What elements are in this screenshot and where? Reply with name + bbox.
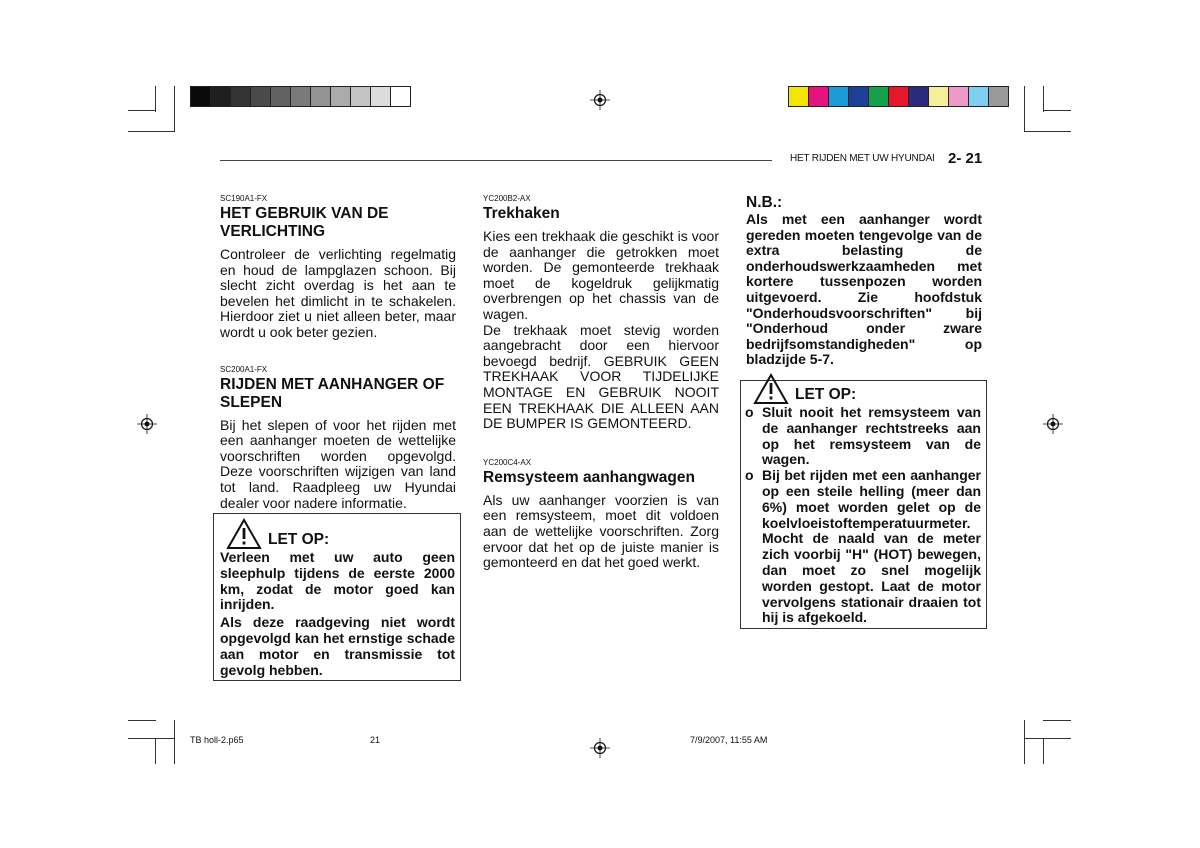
running-header: HET RIJDEN MET UW HYUNDAI — [790, 153, 935, 164]
column-left — [220, 190, 456, 511]
color-swatch — [271, 87, 291, 106]
registration-mark-icon — [590, 90, 610, 110]
list-bullet: o — [745, 467, 754, 484]
warning-header — [214, 514, 460, 550]
color-swatch — [391, 87, 410, 106]
section-title: HET GEBRUIK VAN DE VERLICHTING — [220, 205, 389, 240]
warning-triangle-icon — [226, 518, 262, 550]
warning-triangle-icon — [753, 373, 789, 405]
grayscale-color-bar — [190, 86, 411, 107]
section-title: RIJDEN MET AANHANGER OF SLEPEN — [220, 375, 445, 411]
process-color-bar — [788, 86, 1009, 107]
warning-text: Verleen met uw auto geen sleephulp tijdens de eerste 2000 km, zodat de motor goed kan inrijden. — [220, 549, 455, 613]
warning-label: LET OP: — [795, 386, 857, 403]
color-swatch — [829, 87, 849, 106]
column-middle — [483, 190, 719, 571]
color-swatch — [849, 87, 869, 106]
color-swatch — [889, 87, 909, 106]
section-body: Als uw aanhanger voorzien is van een remsysteem, moet dit voldoen aan de wettelijke voorschriften. Zorg ervoor dat het op de juiste manier is gemonteerd en dat het goed werkt. — [483, 491, 719, 571]
color-swatch — [869, 87, 889, 106]
color-swatch — [929, 87, 949, 106]
warning-list-item — [745, 405, 981, 468]
warning-box — [213, 513, 461, 681]
note-body: Als met een aanhanger wordt gereden moeten tengevolge van de extra belasting de onderhoudswerkzaamheden met kortere tussenpozen worden uitgevoerd. Zie hoofdstuk "Onderhoudsvoorschriften" bij "Onderhoud onder zware bedrijfsomstandigheden" op bladzijde 5-7. — [746, 211, 982, 368]
color-swatch — [371, 87, 391, 106]
color-swatch — [909, 87, 929, 106]
color-swatch — [789, 87, 809, 106]
list-bullet: o — [745, 404, 754, 420]
footer-page: 21 — [370, 735, 381, 745]
column-right — [746, 192, 982, 368]
section-title: Remsysteem aanhangwagen — [483, 468, 695, 486]
warning-list-text: Bij bet rijden met een aanhanger op een steile helling (meer dan 6%) moet worden gelet op de koelvloeistoftemperatuurmeter. Mocht de naald van de meter zich voorbij "H" (HOT) bewegen, dan moet zo snel mogelijk worden gestopt. Laat de motor vervolgens stationair draaien tot hij is afgekoeld. — [762, 467, 981, 626]
warning-list — [741, 405, 986, 628]
footer-filename: TB holl-2.p65 — [190, 735, 244, 745]
color-swatch — [291, 87, 311, 106]
color-swatch — [251, 87, 271, 106]
section-body: De trekhaak moet stevig worden aangebracht door een hiervoor bevoegd bedrijf. GEBRUIK GEEN TREKHAAK VOOR TIJDELIJKE MONTAGE EN GEBRUIK NOOIT EEN TREKHAAK DIE ALLEEN AAN DE BUMPER IS GEMONTEERD. — [483, 321, 719, 432]
section-code: YC200B2-AX — [483, 194, 531, 203]
section-body: Kies een trekhaak die geschikt is voor de aanhanger die getrokken moet worden. De gemonteerde trekhaak moet de kogeldruk gelijkmatig overbrengen op het chassis van de wagen. — [483, 228, 719, 322]
registration-mark-icon — [137, 414, 157, 434]
warning-list-text: Sluit nooit het remsysteem van de aanhanger rechtstreeks aan op het remsysteem van de wagen. — [762, 404, 981, 468]
color-swatch — [989, 87, 1008, 106]
registration-mark-icon — [1043, 414, 1063, 434]
color-swatch — [351, 87, 371, 106]
warning-box — [740, 380, 987, 629]
warning-list-item — [745, 468, 981, 626]
note-title: N.B.: — [746, 194, 783, 211]
warning-header — [741, 381, 986, 405]
section-title: Trekhaken — [483, 205, 560, 222]
warning-text: Als deze raadgeving niet wordt opgevolgd kan het ernstige schade aan motor en transmissie tot gevolg hebben. — [220, 614, 455, 678]
color-swatch — [949, 87, 969, 106]
color-swatch — [809, 87, 829, 106]
color-swatch — [191, 87, 211, 106]
section-code: YC200C4-AX — [483, 457, 532, 467]
color-swatch — [969, 87, 989, 106]
section-code: SC200A1-FX — [220, 364, 268, 374]
color-swatch — [331, 87, 351, 106]
section-body: Bij het slepen of voor het rijden met een aanhanger moeten de wettelijke voorschriften worden opgevolgd. Deze voorschriften wijzigen van land tot land. Raadpleeg uw Hyundai dealer voor nadere informatie. — [220, 416, 456, 511]
page-number: 2- 21 — [948, 150, 983, 167]
section-code: SC190A1-FX — [220, 194, 268, 203]
header-rule — [220, 160, 772, 161]
footer-date: 7/9/2007, 11:55 AM — [690, 735, 768, 745]
color-swatch — [311, 87, 331, 106]
color-swatch — [211, 87, 231, 106]
warning-label: LET OP: — [268, 531, 330, 548]
color-swatch — [231, 87, 251, 106]
section-body: Controleer de verlichting regelmatig en houd de lampglazen schoon. Bij slecht zicht overdag is het aan te bevelen het dimlicht in te schakelen. Hierdoor ziet u niet alleen beter, maar wordt u ook beter gezien. — [220, 246, 456, 340]
registration-mark-icon — [590, 738, 610, 758]
